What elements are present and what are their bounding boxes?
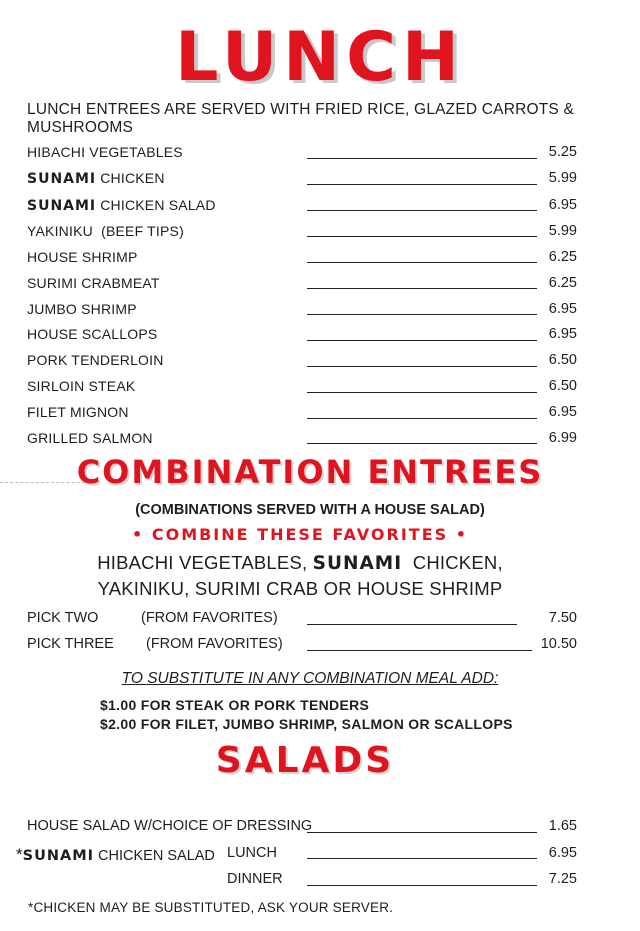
price-leader (307, 418, 537, 419)
menu-item-price: 5.99 (548, 170, 577, 186)
combination-note: (COMBINATIONS SERVED WITH A HOUSE SALAD) (135, 502, 485, 518)
price-leader (307, 210, 537, 211)
house-salad-price: 1.65 (548, 818, 577, 834)
combination-title: COMBINATION ENTREES (76, 453, 544, 491)
menu-item-name: JUMBO SHRIMP (27, 301, 137, 317)
menu-item-name: SUNAMI CHICKEN (27, 170, 165, 187)
house-salad-name: HOUSE SALAD W/CHOICE OF DRESSING (27, 818, 313, 834)
pick-detail: (FROM FAVORITES) (141, 610, 278, 626)
lunch-subtitle: LUNCH ENTREES ARE SERVED WITH FRIED RICE, GLAZED CARROTS & MUSHROOMS (27, 101, 575, 136)
menu-item-name: FILET MIGNON (27, 404, 129, 420)
pick-name: PICK THREE (27, 636, 114, 652)
menu-item-price: 6.99 (548, 430, 577, 446)
price-leader (307, 392, 537, 393)
menu-item-name: HOUSE SHRIMP (27, 249, 138, 265)
menu-item-name: SIRLOIN STEAK (27, 378, 136, 394)
sunami-chicken-salad-name: *SUNAMI CHICKEN SALAD (16, 845, 215, 864)
lunch-price: 6.95 (548, 845, 577, 861)
menu-item-price: 6.50 (548, 378, 577, 394)
price-leader (307, 340, 537, 341)
menu-item-price: 6.95 (548, 197, 577, 213)
substitute-heading: TO SUBSTITUTE IN ANY COMBINATION MEAL ADD: (121, 670, 499, 687)
surcharge-line: $1.00 FOR STEAK OR PORK TENDERS (100, 697, 370, 713)
lunch-title: LUNCH (175, 18, 465, 97)
dinner-label: DINNER (227, 871, 283, 887)
price-leader (307, 366, 537, 367)
favorites-line-1: HIBACHI VEGETABLES, SUNAMI CHICKEN, (97, 552, 503, 574)
pick-name: PICK TWO (27, 610, 99, 626)
pick-detail: (FROM FAVORITES) (146, 636, 283, 652)
menu-item-name: SUNAMI CHICKEN SALAD (27, 197, 216, 214)
menu-item-name: GRILLED SALMON (27, 430, 153, 446)
salads-title: SALADS (215, 740, 395, 781)
surcharge-line: $2.00 FOR FILET, JUMBO SHRIMP, SALMON OR SCALLOPS (100, 716, 513, 732)
menu-item-price: 5.25 (548, 144, 577, 160)
price-leader (307, 262, 537, 263)
price-leader (307, 832, 537, 833)
price-leader (307, 184, 537, 185)
menu-item-price: 6.50 (548, 352, 577, 368)
price-leader (307, 858, 537, 859)
menu-item-price: 6.25 (548, 249, 577, 265)
menu-item-price: 6.95 (548, 301, 577, 317)
menu-item-name: HIBACHI VEGETABLES (27, 144, 183, 160)
price-leader (307, 236, 537, 237)
dinner-price: 7.25 (548, 871, 577, 887)
menu-item-name: SURIMI CRABMEAT (27, 275, 160, 291)
menu-item-price: 6.95 (548, 404, 577, 420)
price-leader (307, 314, 537, 315)
menu-item-name: YAKINIKU (BEEF TIPS) (27, 223, 184, 239)
menu-item-price: 5.99 (548, 223, 577, 239)
menu-item-price: 6.95 (548, 326, 577, 342)
price-leader (307, 443, 537, 444)
lunch-label: LUNCH (227, 845, 277, 861)
price-leader (307, 650, 532, 651)
menu-item-name: HOUSE SCALLOPS (27, 326, 158, 342)
price-leader (307, 158, 537, 159)
pick-price: 10.50 (540, 636, 577, 652)
price-leader (307, 624, 517, 625)
price-leader (307, 288, 537, 289)
footnote: *CHICKEN MAY BE SUBSTITUTED, ASK YOUR SERVER. (28, 900, 394, 915)
combine-favorites-heading: • COMBINE THESE FAVORITES • (132, 525, 468, 544)
menu-item-name: PORK TENDERLOIN (27, 352, 164, 368)
favorites-line-2: YAKINIKU, SURIMI CRAB OR HOUSE SHRIMP (97, 578, 503, 599)
price-leader (307, 885, 537, 886)
pick-price: 7.50 (548, 610, 577, 626)
menu-item-price: 6.25 (548, 275, 577, 291)
